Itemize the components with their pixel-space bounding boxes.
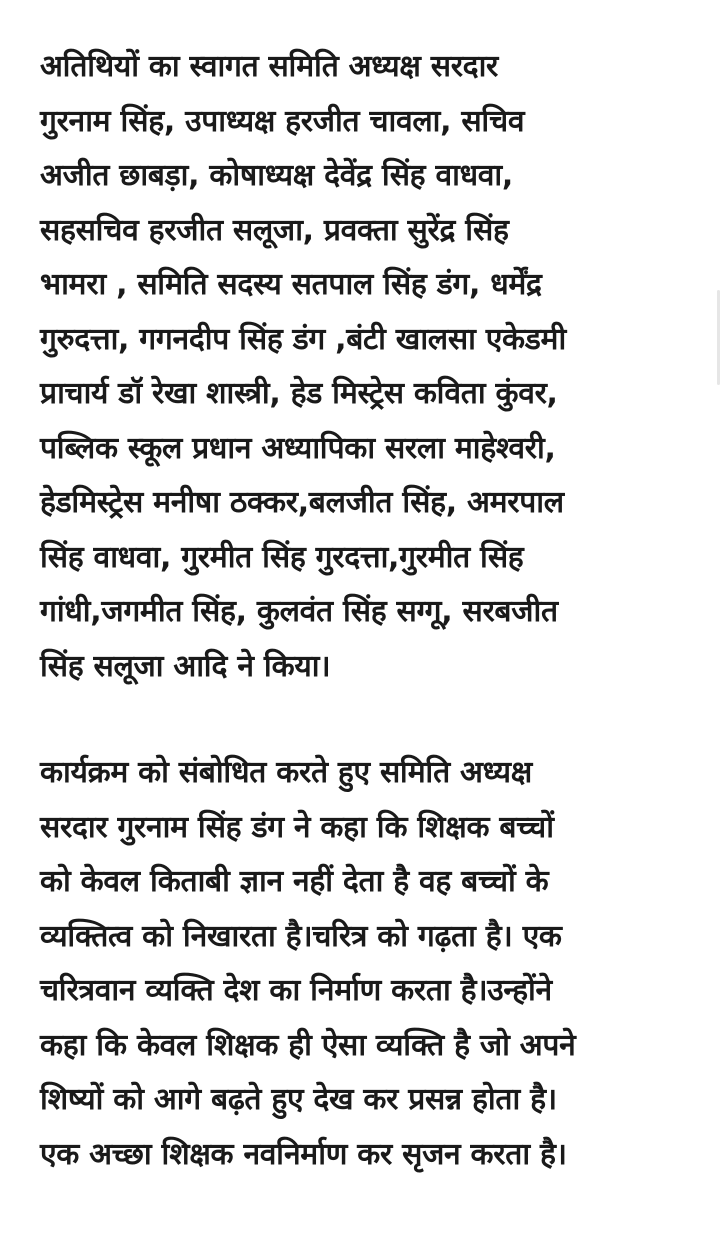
text-line: कहा कि केवल शिक्षक ही ऐसा व्यक्ति है जो अपने xyxy=(40,1027,576,1063)
text-line: सरदार गुरनाम सिंह डंग ने कहा कि शिक्षक बच्चों xyxy=(40,809,554,845)
text-line: चरित्रवान व्यक्ति देश का निर्माण करता है।उन्होंने xyxy=(40,973,552,1008)
text-line: एक अच्छा शिक्षक नवनिर्माण कर सृजन करता है। xyxy=(40,1136,567,1172)
text-line: गुरनाम सिंह, उपाध्यक्ष हरजीत चावला, सचिव xyxy=(40,103,525,139)
text-line: को केवल किताबी ज्ञान नहीं देता है वह बच्चों के xyxy=(40,864,549,899)
text-line: सिंह वाधवा, गुरमीत सिंह गुरदत्ता,गुरमीत सिंह xyxy=(40,539,524,575)
text-line: सिंह सलूजा आदि ने किया। xyxy=(40,648,331,684)
text-line: गांधी,जगमीत सिंह, कुलवंत सिंह सग्गू, सरबजीत xyxy=(40,594,558,629)
text-line: पब्लिक स्कूल प्रधान अध्यापिका सरला माहेश्वरी, xyxy=(40,430,556,466)
text-line: भामरा , समिति सदस्य सतपाल सिंह डंग, धर्मेंद्र xyxy=(40,267,542,302)
text-line: शिष्यों को आगे बढ़ते हुए देख कर प्रसन्न होता है। xyxy=(40,1082,557,1117)
text-line: गुरुदत्ता, गगनदीप सिंह डंग ,बंटी खालसा एकेडमी xyxy=(40,321,566,357)
text-line: हेडमिस्ट्रेस मनीषा ठक्कर,बलजीत सिंह, अमरपाल xyxy=(40,485,564,520)
paragraph-guests xyxy=(40,40,690,694)
paragraph-spacer xyxy=(40,694,690,746)
text-line: अजीत छाबड़ा, कोषाध्यक्ष देवेंद्र सिंह वाधवा, xyxy=(40,158,513,193)
text-line: सहसचिव हरजीत सलूजा, प्रवक्ता सुरेंद्र सिंह xyxy=(40,212,509,248)
text-line: कार्यक्रम को संबोधित करते हुए समिति अध्यक्ष xyxy=(40,755,532,790)
text-line: प्राचार्य डॉ रेखा शास्त्री, हेड मिस्ट्रेस कविता कुंवर, xyxy=(40,376,558,411)
paragraph-address xyxy=(40,746,690,1182)
text-line: व्यक्तित्व को निखारता है।चरित्र को गढ़ता है। एक xyxy=(40,918,562,954)
article-body xyxy=(40,40,690,1182)
text-line: अतिथियों का स्वागत समिति अध्यक्ष सरदार xyxy=(40,49,499,84)
